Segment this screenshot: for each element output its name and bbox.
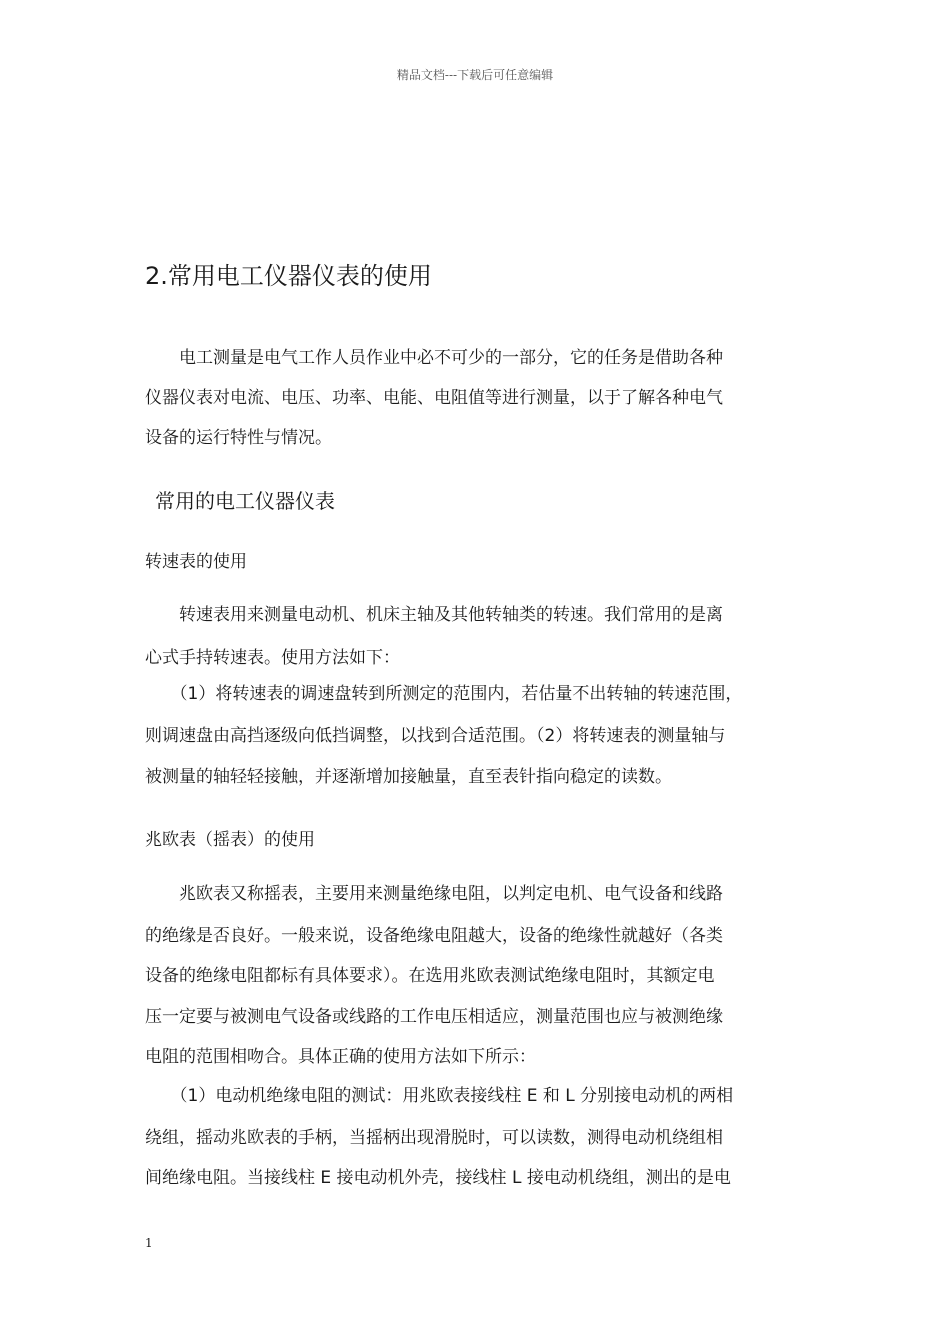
tachometer-line: 则调速盘由高挡逐级向低挡调整，以找到合适范围。（2）将转速表的测量轴与 [145,726,726,746]
tachometer-line: 被测量的轴轻轻接触，并逐渐增加接触量，直至表针指向稳定的读数。 [145,767,672,787]
megger-line: 间绝缘电阻。当接线柱 E 接电动机外壳，接线柱 L 接电动机绕组，测出的是电 [145,1168,731,1188]
intro-line: 设备的运行特性与情况。 [145,428,332,448]
page-number: 1 [145,1236,153,1250]
megger-line: 的绝缘是否良好。一般来说，设备绝缘电阻越大，设备的绝缘性就越好（各类 [145,926,723,946]
megger-line: 绕组，摇动兆欧表的手柄，当摇柄出现滑脱时，可以读数，测得电动机绕组相 [145,1128,723,1148]
megger-heading: 兆欧表（摇表）的使用 [145,830,315,850]
tachometer-line: 转速表用来测量电动机、机床主轴及其他转轴类的转速。我们常用的是离 [145,605,723,625]
page-header: 精品文档---下载后可任意编辑 [396,68,554,82]
intro-line: 仪器仪表对电流、电压、功率、电能、电阻值等进行测量，以于了解各种电气 [145,388,723,408]
tachometer-line: 心式手持转速表。使用方法如下： [145,648,400,668]
megger-line: 压一定要与被测电气设备或线路的工作电压相适应，测量范围也应与被测绝缘 [145,1007,723,1027]
tachometer-line: （1）将转速表的调速盘转到所测定的范围内，若估量不出转轴的转速范围， [145,684,743,704]
megger-line: （1）电动机绝缘电阻的测试：用兆欧表接线柱 E 和 L 分别接电动机的两相 [145,1086,734,1106]
document-title: 2.常用电工仪器仪表的使用 [145,262,432,290]
megger-line: 兆欧表又称摇表，主要用来测量绝缘电阻，以判定电机、电气设备和线路 [145,884,723,904]
megger-line: 设备的绝缘电阻都标有具体要求）。在选用兆欧表测试绝缘电阻时，其额定电 [145,966,715,986]
intro-line: 电工测量是电气工作人员作业中必不可少的一部分，它的任务是借助各种 [145,348,723,368]
section-heading: 常用的电工仪器仪表 [155,489,335,513]
tachometer-heading: 转速表的使用 [145,552,247,572]
megger-line: 电阻的范围相吻合。具体正确的使用方法如下所示： [145,1047,536,1067]
